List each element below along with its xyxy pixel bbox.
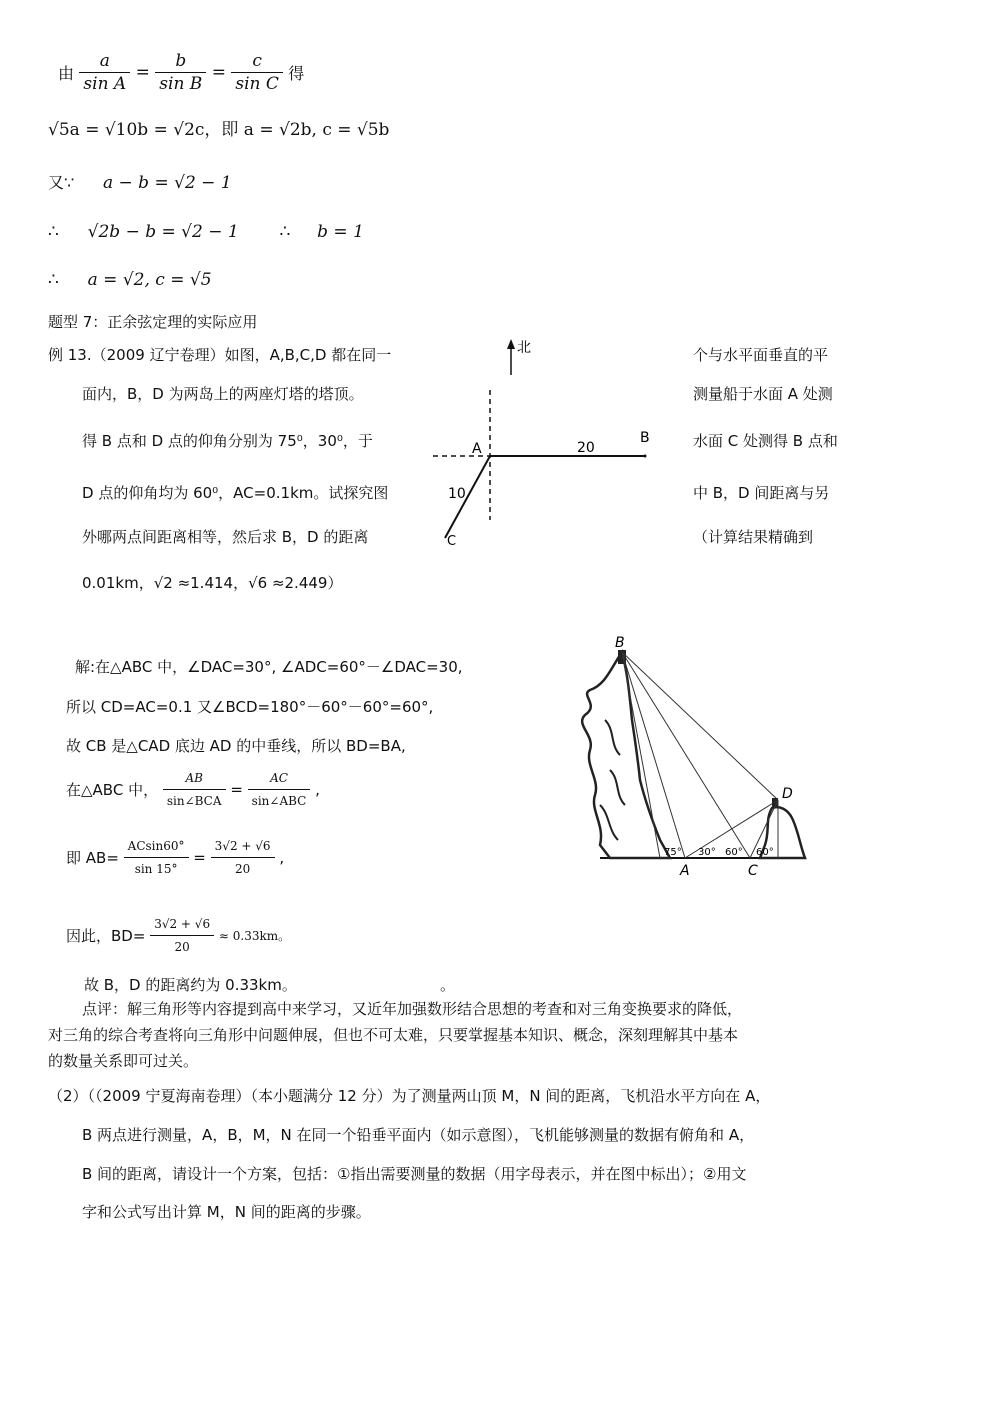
fig-angle-60b: 60°: [756, 847, 774, 858]
label-B: B: [640, 430, 650, 446]
fraction-AB-over-sinBCA: $\frac{AB}{\text{sin∠BCA}}$: [163, 767, 226, 812]
compass-diagram: [425, 335, 665, 555]
fraction-AB-value: $\frac{3√2 + √6}{20}$: [211, 835, 275, 880]
left-island-texture: [600, 720, 625, 840]
label-AC-length: 10: [448, 486, 466, 502]
north-arrow-head: [507, 339, 515, 349]
example13-line5-left: 外哪两点间距离相等，然后求 B，D 的距离: [82, 528, 369, 546]
north-label: 北: [517, 340, 531, 356]
solution-line4: 在△ABC 中， $\frac{AB}{\text{sin∠BCA}}$ = $\frac{AC}{\text{sin∠ABC}}$ ,: [66, 767, 320, 812]
solution-line1: 解:在△ABC 中，∠DAC=30°, ∠ADC=60°－∠DAC=30,: [75, 658, 463, 676]
fig-label-C: C: [748, 863, 758, 879]
example13-line3-left: 得 B 点和 D 点的仰角分别为 75⁰，30⁰，于: [82, 432, 373, 450]
fraction-BD-value: $\frac{3√2 + √6}{20}$: [150, 913, 214, 958]
problem2-line2: B 两点进行测量，A，B，M，N 在同一个铅垂平面内（如示意图），飞机能够测量的数据有俯角和 A，: [82, 1126, 755, 1144]
example13-line4-right: 中 B，D 间距离与另: [693, 484, 830, 502]
solution-line6: 因此，BD= $\frac{3√2 + √6}{20}$ ≈ 0.33km。: [66, 913, 290, 958]
equation-line-4: ∴ √2b − b = √2 − 1 ∴ b = 1: [48, 222, 364, 242]
example13-line5-right: （计算结果精确到: [693, 528, 814, 546]
fig-angle-75: 75°: [664, 847, 682, 858]
section-title: 题型 7：正余弦定理的实际应用: [48, 313, 258, 331]
example13-line4-left: D 点的仰角均为 60⁰，AC=0.1km。试探究图: [82, 484, 389, 502]
fig-label-D: D: [782, 786, 793, 802]
example13-line1-left: 例 13.（2009 辽宁卷理）如图，A,B,C,D 都在同一: [48, 346, 392, 364]
fraction-ACsin60-over-sin15: $\frac{ACsin60^\circ}{\sin 15^\circ}$: [124, 835, 189, 880]
fraction-c-over-sinC: $\frac{c}{\text{sin C}}$: [231, 50, 283, 95]
comment-line1: 点评：解三角形等内容提到高中来学习，又近年加强数形结合思想的考查和对三角变换要求的降低，: [82, 1000, 743, 1018]
point-B: [644, 455, 647, 458]
comment-line2: 对三角的综合考查将向三角形中问题伸展，但也不可太难，只要掌握基本知识、概念，深刻理解其中基本: [48, 1026, 739, 1044]
problem2-line1: （2）（（2009 宁夏海南卷理）（本小题满分 12 分）为了测量两山顶 M，N 间的距离，飞机沿水平方向在 A，: [48, 1087, 771, 1105]
example13-line2-right: 测量船于水面 A 处测: [693, 385, 833, 403]
example13-line6: 0.01km，√2 ≈1.414，√6 ≈2.449）: [82, 574, 343, 592]
solution-line2: 所以 CD=AC=0.1 又∠BCD=180°－60°－60°=60°,: [66, 698, 434, 716]
fig-label-B: B: [615, 635, 625, 651]
fraction-b-over-sinB: $\frac{b}{\text{sin B}}$: [155, 50, 206, 95]
solution-line7: 故 B，D 的距离约为 0.33km。: [84, 976, 297, 994]
fig-angle-60a: 60°: [725, 847, 743, 858]
equation-line-3: 又∵ a − b = √2 − 1: [48, 173, 232, 193]
equation-line-5: ∴ a = √2, c = √5: [48, 270, 212, 290]
solution-line3: 故 CB 是△CAD 底边 AD 的中垂线，所以 BD=BA,: [66, 737, 406, 755]
law-of-sines-line: 由 $\frac{a}{\text{sin A}}$ = $\frac{b}{\text{sin B}}$ = $\frac{c}{\text{sin C}}$ 得: [58, 51, 305, 94]
example13-line3-right: 水面 C 处测得 B 点和: [693, 432, 838, 450]
label-A: A: [472, 441, 482, 457]
left-island-outline: [582, 652, 670, 858]
line-BA: [622, 652, 685, 858]
fig-label-A: A: [680, 863, 690, 879]
problem2-line4: 字和公式写出计算 M，N 间的距离的步骤。: [82, 1203, 371, 1221]
fig-angle-30: 30°: [698, 847, 716, 858]
example13-line1-right: 个与水平面垂直的平: [693, 346, 829, 364]
example13-line2-left: 面内，B，D 为两岛上的两座灯塔的塔顶。: [82, 385, 364, 403]
comment-line3: 的数量关系即可过关。: [48, 1052, 199, 1070]
equation-line-2: √5a = √10b = √2c，即 a = √2b, c = √5b: [48, 120, 390, 140]
problem2-line3: B 间的距离，请设计一个方案，包括：①指出需要测量的数据（用字母表示，并在图中标出）；②用文: [82, 1165, 747, 1183]
label-AB-length: 20: [577, 440, 595, 456]
solution-line5: 即 AB= $\frac{ACsin60^\circ}{\sin 15^\circ}$ = $\frac{3√2 + √6}{20}$ ,: [66, 835, 284, 880]
fraction-AC-over-sinABC: $\frac{AC}{\text{sin∠ABC}}$: [248, 767, 311, 812]
label-C: C: [447, 534, 457, 549]
fraction-a-over-sinA: $\frac{a}{\text{sin A}}$: [79, 50, 130, 95]
solution-line7-dot: 。: [440, 976, 456, 994]
lighthouse-figure: [560, 630, 810, 880]
